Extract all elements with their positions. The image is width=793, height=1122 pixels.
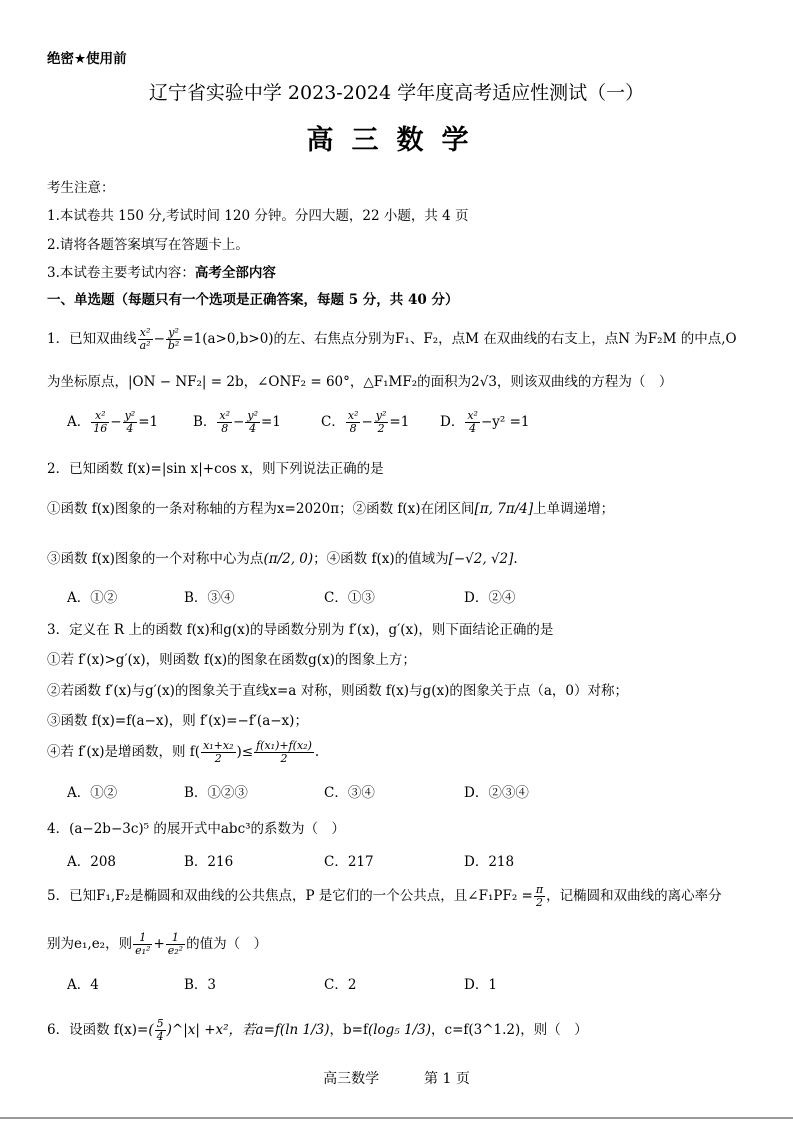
q1-option-c[interactable]: C． $\frac{\text{x²}}{8}$ − $\frac{\text{y²}}{2}$ =1 [321, 409, 410, 435]
q2-center-point: (π/2, 0) [263, 551, 314, 567]
q3-statement-3: ③函数 f(x)=f(a−x)，则 f′(x)=−f′(a−x)； [47, 713, 308, 729]
q2-statement-3-4: ③函数 f(x)图象的一个对称中心为点(π/2, 0)；④函数 f(x)的值域为[−√2, √2]. [47, 551, 518, 567]
q1-option-d[interactable]: D． $\frac{\text{x²}}{4}$ −y² =1 [440, 409, 530, 435]
q1-lead: 1．已知双曲线 [47, 331, 137, 347]
q4-option-b[interactable]: B．216 [184, 854, 234, 870]
footer-page-number: 第 1 页 [424, 1071, 470, 1087]
q2-statement-1-2: ①函数 f(x)图象的一条对称轴的方程为x=2020π；②函数 f(x)在闭区间[π, 7π/4]上单调递增； [47, 501, 615, 517]
q2-stem: 2．已知函数 f(x)=|sin x|+cos x，则下列说法正确的是 [47, 461, 384, 477]
notice-heading: 考生注意： [47, 180, 115, 196]
notice-item-2: 2.请将各题答案填写在答题卡上。 [47, 237, 249, 253]
notice-item-3 [47, 261, 276, 281]
q5-option-a[interactable]: A．4 [67, 977, 99, 993]
q3-option-a[interactable]: A．①② [67, 785, 118, 801]
q1-line1: 1．已知双曲线 $\frac{\text{x²}}{\text{a²}}$ − $\frac{\text{y²}}{\text{b²}}$ =1(a>0,b>0)的左、右焦点分别为F₁、F₂，点M 在双曲线的右支上，点N 为F₂M 的中点,O [47, 326, 737, 352]
q5-option-d[interactable]: D．1 [464, 977, 497, 993]
notice-item-3-bold: 高考全部内容 [194, 265, 276, 281]
q2-option-d[interactable]: D．②④ [464, 590, 516, 606]
notice-item-1: 1.本试卷共 150 分,考试时间 120 分钟。分四大题，22 小题，共 4 页 [47, 208, 469, 224]
footer-subject: 高三数学 [323, 1071, 380, 1087]
q4-stem: 4．(a−2b−3c)⁵ 的展开式中abc³的系数为（ ） [47, 821, 346, 837]
q2-range: [−√2, √2] [448, 551, 514, 567]
q3-option-c[interactable]: C．③④ [324, 785, 375, 801]
q3-statement-1: ①若 f′(x)>g′(x)，则函数 f(x)的图象在函数g(x)的图象上方； [47, 652, 416, 668]
q4-option-a[interactable]: A．208 [67, 854, 117, 870]
q3-option-d[interactable]: D．②③④ [464, 785, 529, 801]
q1-line2: 为坐标原点，|ON − NF₂| = 2b，∠ONF₂ = 60°，△F₁MF₂的面积为2√3，则该双曲线的方程为（ ） [47, 374, 673, 390]
bottom-divider [0, 1117, 793, 1119]
q3-statement-4: ④若 f′(x)是增函数，则 f( $\frac{\text{x₁+x₂}}{2}$ )≤ $\frac{\text{f(x₁)+f(x₂)}}{2}$ . [47, 739, 320, 765]
q3-statement-2: ②若函数 f′(x)与g′(x)的图象关于直线x=a 对称，则函数 f(x)与g(x)的图象关于点（a，0）对称； [47, 683, 628, 699]
q1-option-a[interactable]: A． $\frac{\text{x²}}{16}$ − $\frac{\text{y²}}{4}$ =1 [67, 409, 159, 435]
q2-interval: [π, 7π/4] [474, 501, 534, 517]
q1-frac-y: $\frac{\text{y²}}{\text{b²}}$ [167, 326, 180, 352]
page-footer [0, 1068, 793, 1088]
q2-option-a[interactable]: A．①② [67, 590, 118, 606]
q5-line2: 别为e₁,e₂，则 $\frac{1}{\text{e₁²}}$ + $\frac{1}{\text{e₂²}}$ 的值为（ ） [47, 931, 268, 957]
notice-item-3-prefix: 3.本试卷主要考试内容： [47, 265, 195, 281]
q1-frac-x: $\frac{\text{x²}}{\text{a²}}$ [139, 326, 151, 352]
q3-option-b[interactable]: B．①②③ [184, 785, 248, 801]
q5-option-b[interactable]: B．3 [184, 977, 217, 993]
section-heading: 一、单选题（每题只有一个选项是正确答案，每题 5 分，共 40 分） [47, 292, 459, 308]
q1-rest: =1(a>0,b>0)的左、右焦点分别为F₁、F₂，点M 在双曲线的右支上，点N 为F₂M 的中点,O [182, 331, 737, 347]
exam-subtitle: 辽宁省实验中学 2023-2024 学年度高考适应性测试（一） [148, 82, 645, 104]
q4-option-d[interactable]: D．218 [464, 854, 515, 870]
q2-option-c[interactable]: C．①③ [324, 590, 375, 606]
q5-option-c[interactable]: C．2 [324, 977, 357, 993]
q2-option-b[interactable]: B．③④ [184, 590, 235, 606]
q1-option-b[interactable]: B． $\frac{\text{x²}}{8}$ − $\frac{\text{y²}}{4}$ =1 [193, 409, 281, 435]
q5-line1: 5．已知F₁,F₂是椭圆和双曲线的公共焦点，P 是它们的一个公共点，且∠F₁PF₂ = $\frac{\pi}{2}$ ，记椭圆和双曲线的离心率分 [47, 883, 722, 909]
q3-stem: 3．定义在 R 上的函数 f(x)和g(x)的导函数分别为 f′(x)，g′(x)，则下面结论正确的是 [47, 622, 554, 638]
q4-option-c[interactable]: C．217 [324, 854, 374, 870]
q6-stem: 6．设函数 f(x)=( $\frac{5}{4}$ )^|x| +x²，若a=f(ln 1/3)，b=f(log₅ 1/3)，c=f(3^1.2)，则（ ） [47, 1017, 588, 1043]
confidential-mark: 绝密★使用前 [47, 51, 127, 67]
page-title: 高三数学 [306, 125, 487, 156]
